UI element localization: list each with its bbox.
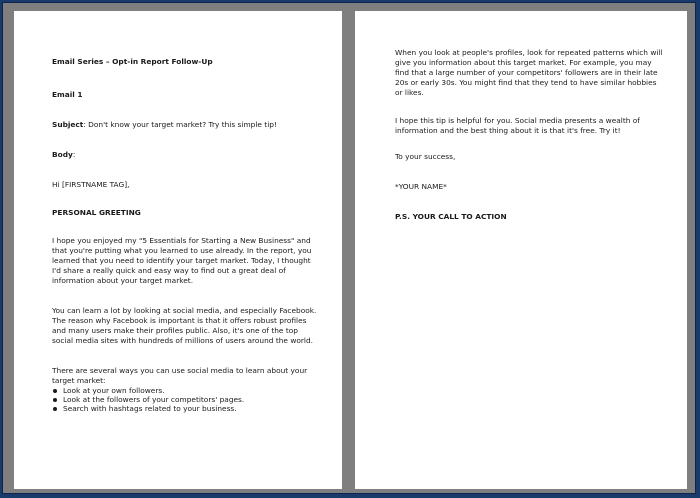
body-label: Body xyxy=(52,150,73,159)
subject-label: Subject xyxy=(52,120,84,129)
email-number-heading: Email 1 xyxy=(52,90,83,99)
bullet-item: Look at your own followers. xyxy=(52,386,320,395)
paragraph: I hope this tip is helpful for you. Social media presents a wealth of information and the best thing about it is that it's free. Try it! xyxy=(395,116,640,135)
bullet-item: Search with hashtags related to your business. xyxy=(52,404,320,413)
body-label-line xyxy=(52,150,320,160)
personal-greeting-heading: PERSONAL GREETING xyxy=(52,208,141,217)
document-viewer xyxy=(2,2,696,494)
bullet-item: Look at the followers of your competitors' pages. xyxy=(52,395,320,404)
ps-call-to-action: P.S. YOUR CALL TO ACTION xyxy=(395,212,507,221)
paragraph: I hope you enjoyed my "5 Essentials for Starting a New Business" and that you're putting what you learned to use already. In the report, you learned that you need to identify your target market. Today, I thought I'd share a really quick and easy way to find out a great deal of information about your target market. xyxy=(52,236,312,285)
document-title: Email Series – Opt-in Report Follow-Up xyxy=(52,57,213,66)
document-page-1 xyxy=(14,11,342,489)
your-name-placeholder: *YOUR NAME* xyxy=(395,182,447,191)
subject-text: : Don't know your target market? Try this simple tip! xyxy=(83,120,277,129)
paragraph: When you look at people's profiles, look for repeated patterns which will give you information about this target market. For example, you may find that a large number of your competitors' followers are in their late 20s or early 30s. You might find that they tend to have similar hobbies or likes. xyxy=(395,48,663,97)
bullet-list xyxy=(52,386,320,413)
paragraph: There are several ways you can use social media to learn about your target market: xyxy=(52,366,308,385)
document-page-2 xyxy=(355,11,687,489)
paragraph: You can learn a lot by looking at social media, and especially Facebook. The reason why Facebook is important is that it offers robust profiles and many users make their profiles public. Also, it's one of the top social media sites with hundreds of millions of users around the world. xyxy=(52,306,317,345)
body-colon: : xyxy=(72,150,76,159)
greeting-line: Hi [FIRSTNAME TAG], xyxy=(52,180,130,189)
subject-line xyxy=(52,120,320,130)
sign-off: To your success, xyxy=(395,152,456,161)
